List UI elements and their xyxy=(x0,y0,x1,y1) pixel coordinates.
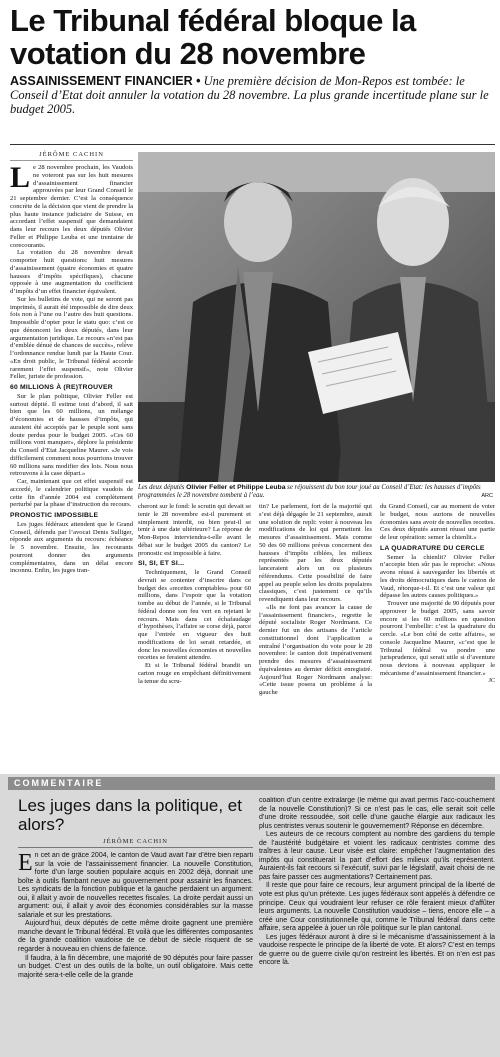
dek xyxy=(10,74,495,116)
caption-post: se réjouissent du bon tour joué au Conseil d’Etat: les hausses d’impôts programmées le 28 novembre tombent à l’eau. xyxy=(138,484,481,499)
signature: JC xyxy=(488,677,495,684)
subhead-pronostic: PRONOSTIC IMPOSSIBLE xyxy=(10,512,99,519)
col1-p5: Car, maintenant que cet effet suspensif est accordé, le calendrier politique vaudois de cette fin d’année 2004 est complètement perturbé par la phase d’instruction du recours. xyxy=(10,478,133,509)
col1-p2: La votation du 28 novembre devait comporter huit questions: huit mesures d’assainissement (quatre économies et quatre hausses d’impôts spécifiques), chacune opposée à une augmentation du coefficient d’impôts d’un effet financier équivalent. xyxy=(10,249,133,295)
commentary-right-p4: Les juges fédéraux auront à dire si le mécanisme d’assainissement à la vaudoise respecte le principe de la liberté de vote. Et alors? C’est en temps de guerre ou de guerre civile qu’on restreint les libertés. Et on n’en est pas encore là. xyxy=(259,933,495,967)
photo-caption xyxy=(138,484,495,500)
dek-text: Une première décision de Mon-Repos est tombée: le Conseil d’Etat doit annuler la votation du 28 novembre. La plus grande incertitude plane sur le budget 2005. xyxy=(10,74,489,116)
top-rule xyxy=(10,144,495,145)
col1-p3: Sur les bulletins de vote, qui ne seront pas imprimés, il aurait été impossible de dire deux fois non à l’une ou l’autre des huit questions. Impossible d’opter pour le statu quo: c’est ce que dénoncent les deux députés, dans leur argumentation juridique. Le recours «n’est pas d’emblée dénué de chances de succès», relève l’ordonnance rendue lundi par la Haute Cour. «En droit public, le Tribunal fédéral accorde rarement l’effet suspensif», note Olivier Feller, juriste de profession. xyxy=(10,295,133,381)
col2-p3: Et si le Tribunal fédéral brandit un carton rouge en empêchant définitivement la tenue du scru- xyxy=(138,662,251,685)
col3-p1: tin? Le parlement, fort de la majorité qui s’est déjà dégagée le 21 septembre, aurait une solution de repli: voter à nouveau les modifications de loi qui permettent les mesures d’assainissement. Mais comme 50 des 60 millions prévus concernent des hausses d’impôts ciblées, les milieux représentés par les deux députés lanceraient alors un ou plusieurs référendums. Cette possibilité de faire appel au peuple selon les droits populaires classiques, c’est justement ce qu’ils revendiquent dans leur recours. xyxy=(259,503,372,603)
commentary-right-p3: Il reste que pour faire ce recours, leur argument principal de la liberté de vote est plus qu’un prétexte. Les juges fédéraux sont appelés à défendre ce principe. Ceux qui voudraient leur refuser ce rôle feraient mieux d’affûter leurs arguments. La nouvelle Constitution vaudoise – tiens, encore elle – a créé une Cour constitutionnelle qui, comme le Tribunal fédéral dans cette affaire, sera appelée à jouer un rôle politique sur le plan cantonal. xyxy=(259,882,495,933)
col2-p2: Techniquement, le Grand Conseil devrait se contenter d’inscrire dans ce budget des «recettes comptables» pour 60 millions, dans l’espoir que la votation tombe au début de l’année, si le Tribunal fédéral donne son feu vert en rejetant le recours. Mais dans cet échafaudage d’hypothèses, l’affaire se corse déjà, parce que l’entrée en vigueur des huit modifications de loi serait retardée, et donc les nouvelles économies et nouvelles recettes se feraient attendre. xyxy=(138,569,251,662)
subhead-quadrature: LA QUADRATURE DU CERCLE xyxy=(380,544,485,552)
caption-names: Olivier Feller et Philippe Leuba xyxy=(186,484,286,491)
caption-pre: Les deux députés xyxy=(138,484,187,491)
col2-p1: cheront sur le fond: le scrutin qui devait se tenir le 28 novembre est-il purement et simplement interdit, ou bien peut-il se tenir à une date ultérieure? La réponse de Mon-Repos interviendra-t-elle avant le débat sur le budget 2005 du canton? Le pronostic est impossible à faire. xyxy=(138,503,251,557)
col1-p6: Les juges fédéraux attendent que le Grand Conseil, défendu par l’avocat Denis Sulliger, réponde aux arguments du recours: échéance le 5 novembre. Ensuite, les recourants pourront donner des arguments complémentaires, dans un délai encore inconnu. Enfin, les juges tran- xyxy=(10,520,133,575)
col3-p2: «Ils ne font pas avancer la cause de l’assainissement financier», regrette le député socialiste Roger Nordmann. Ce dernier fut un des artisans de l’article constitutionnel dont l’application a entraîné l’organisation du vote pour le 28 novembre: le canton doit impérativement prendre des mesures d’assainissement équivalentes au dernier déficit enregistré. Aujourd’hui Roger Nordmann analyse: «Cette issue posera un problème à la gauche xyxy=(259,603,372,696)
byline: JÉRÔME CACHIN xyxy=(39,151,104,158)
commentary-byline-rule xyxy=(18,847,253,848)
col4-p2: Semer la chienlit? Olivier Feller n’accepte bien sûr pas le reproche: «Nous avons réussi à sauvegarder les libertés et les droits démocratiques dans le canton de Vaud, rétorque-t-il. Et c’est une valeur qui dépasse les autres causes politiques.» xyxy=(380,553,495,600)
headline: Le Tribunal fédéral bloque la votation du 28 novembre xyxy=(10,3,416,71)
photo-credit: ARC xyxy=(481,493,493,499)
photo-illustration xyxy=(138,152,495,482)
commentary-left-p1: n cet an de grâce 2004, le canton de Vaud avait l’air d’être bien reparti sur la voie de l’assainissement financier. La nouvelle Constitution, forte d’un large soutien populaire acquis en 2002 déjà, donnait une boîte à outils flambant neuve au gouvernement pour assainir les finances. Les syndicats de la fonction publique et la gauche perdaient un argument: oui, il allait y avoir de nouvelles recettes fiscales. La droite perdait aussi un argument: oui, il allait y avoir des économies considérables sur la masse salariale et sur les prestations. xyxy=(18,852,253,919)
commentary-title: Les juges dans la politique, et alors? xyxy=(18,796,242,834)
commentary-right-p2: Les auteurs de ce recours comptent au nombre des gardiens du temple de l’austérité budgétaire et voient les radicaux centristes comme des traîtres à leur cause. Leur visée est claire: empêcher l’augmentation des impôts qui constituerait la part d’effort des milieux qu’ils représentent. Auraient-ils fait recours si l’exécutif, suivi par le législatif, avait choisi de ne pas faire passer ces augmentations? Certainement pas. xyxy=(259,831,495,881)
article-column-3 xyxy=(259,503,372,771)
commentary-left-p2: Aujourd’hui, deux députés de cette même droite gagnent une première manche devant le Tribunal fédéral. Et voilà que les différentes composantes de la grande coalition vaudoise de ce début de siècle risquent de se regarder à nouveau en chiens de faïence. xyxy=(18,920,253,954)
col1-p1: e 28 novembre prochain, les Vaudois ne voteront pas sur les huit mesures d’assainissement financier approuvées par leur Grand Conseil le 21 septembre dernier. C’est la conséquence concrète de la décision que vient de prendre la plus haute instance judiciaire de Suisse, en accordant l’effet suspensif que demandaient dans leur recours les deux députés Olivier Feller et Philippe Leuba et une trentaine de corecourants. xyxy=(10,164,133,249)
commentary-column-right xyxy=(259,797,495,1052)
commentary-right-p1: coalition d’un centre extralarge (le même qui avait permis l’acc-couchement de la nouvelle Constitution)? Si ce n’est pas le cas, elle serait soit celle d’une droite ressoudée, soit celle d’une gauche élargie aux radicaux les plus centristes venus soutenir le gouvernement? Réponse en décembre. xyxy=(259,797,495,830)
col1-p4: Sur le plan politique, Olivier Feller est surtout dépité. Il estime tout d’abord, il sait bien que les 60 millions, un mélange d’économies et de hausses d’impôts, qui auraient été acceptés par le peuple sont sans doute perdus pour le budget 2005. «Ces 60 millions vont manquer», déplore la présidente du Conseil d’Etat Jacqueline Maurer. «Je vois difficilement comment nous pourrions trouver 60 millions sans modifier des lois. Nous nous retrouvons à la case départ.» xyxy=(10,392,133,478)
commentary-dropcap: E xyxy=(18,852,33,876)
byline-rule xyxy=(10,160,133,161)
dropcap: L xyxy=(10,164,31,194)
col4-p3: Trouver une majorité de 90 députés pour approuver le budget 2005, sans savoir encore si les 60 millions en question pourront l’embellir: c’est la quadrature du cercle. «Le bon côté de cette affaire», se console Jacqueline Maurer, «c’est que le Tribunal fédéral va pondre une jurisprudence, qui serait utile si d’aventure nous devions à nouveau appliquer le mécanisme d’assainissement financier.» xyxy=(380,600,495,677)
article-column-4 xyxy=(380,503,495,771)
commentary-byline: JÉRÔME CACHIN xyxy=(103,838,168,845)
subhead-si-si: SI, SI, ET SI... xyxy=(138,560,185,568)
commentary-left-p3: Il faudra, à la fin décembre, une majorité de 90 députés pour faire passer un budget. C’est un des outils de la boîte, un outil obligatoire. Mais cette majorité sera-t-elle celle de la grande xyxy=(18,954,253,979)
article-column-2 xyxy=(138,503,251,771)
col4-p1: du Grand Conseil, car au moment de voter le budget, nous aurions de nouvelles économies sans avoir de nouvelles recettes. Ces deux députés auront réussi une partie de leur opération: semer la chienlit.» xyxy=(380,503,495,541)
commentary-bar xyxy=(8,777,495,790)
subhead-60-millions: 60 MILLIONS À (RE)TROUVER xyxy=(10,384,113,391)
commentary-label: COMMENTAIRE xyxy=(14,778,104,788)
photo-deputies xyxy=(138,152,495,482)
dek-kicker: ASSAINISSEMENT FINANCIER • xyxy=(10,74,201,88)
commentary-column-left xyxy=(18,852,253,1052)
article-column-1 xyxy=(10,164,133,772)
